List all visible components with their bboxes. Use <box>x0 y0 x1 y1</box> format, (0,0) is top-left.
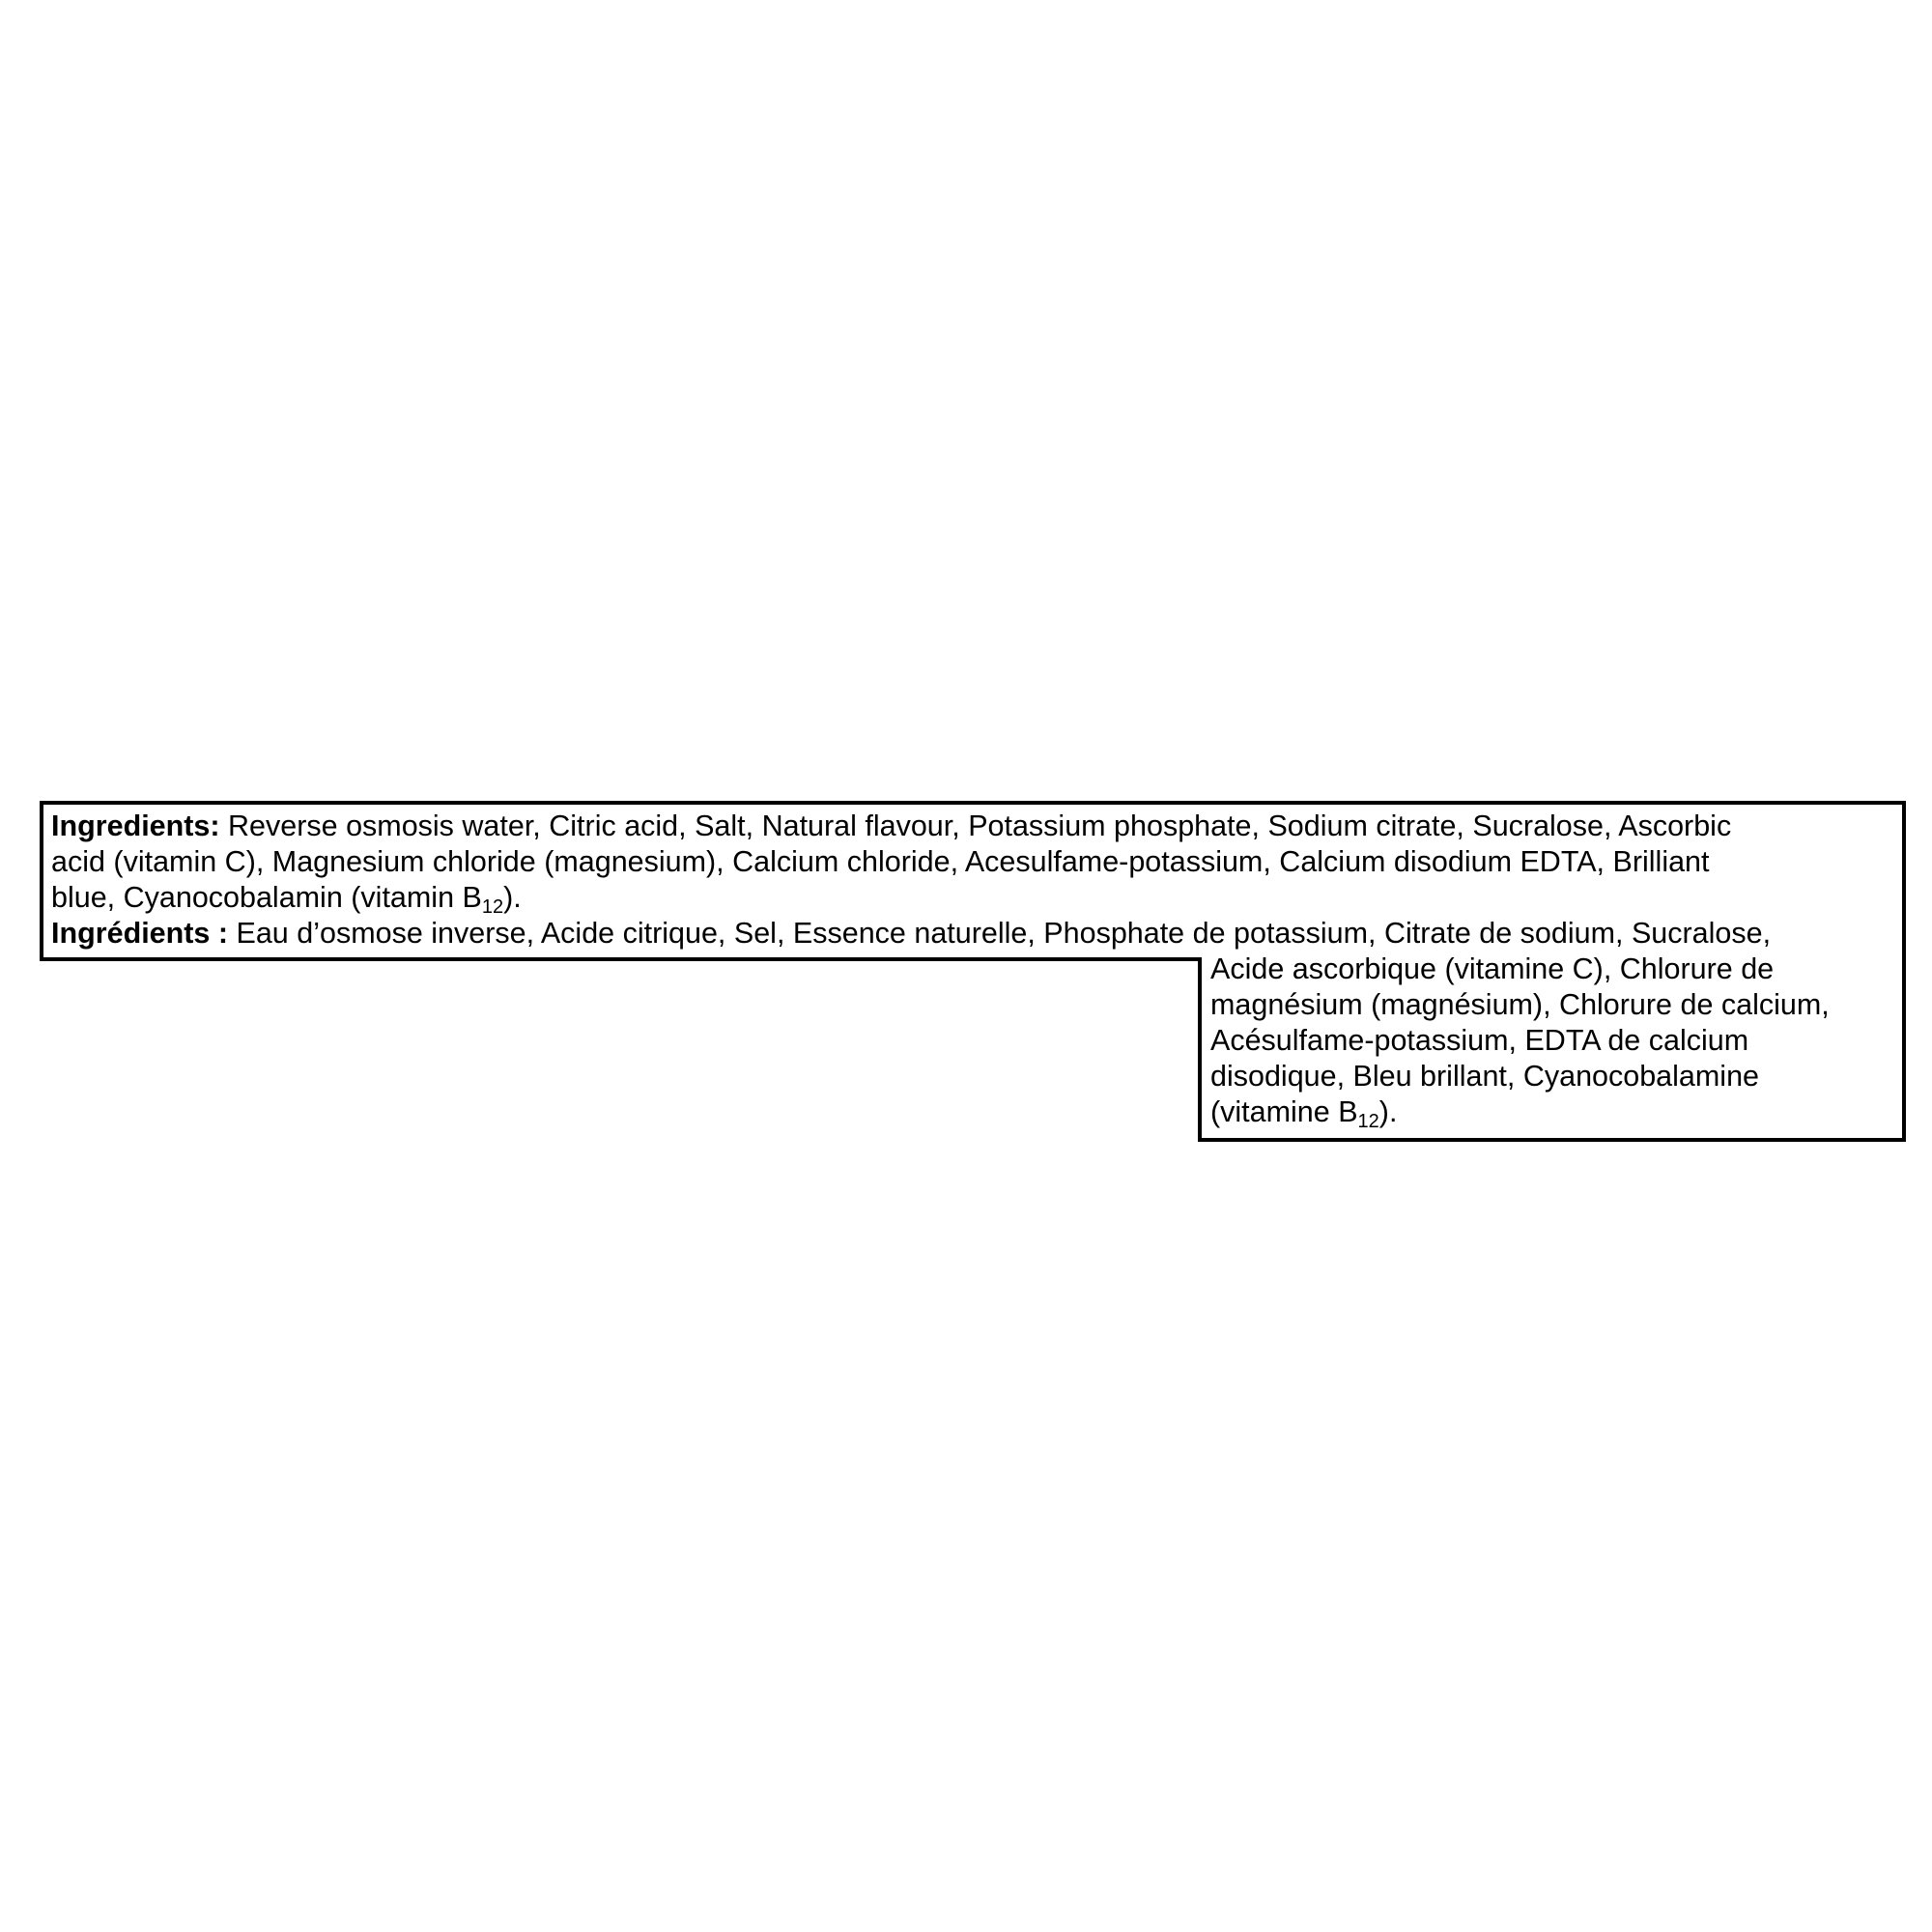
french-ingredients-line-4: Acésulfame-potassium, EDTA de calcium <box>1210 1024 1749 1057</box>
french-ingredients-line-6 <box>1210 1094 1397 1130</box>
english-ingredients-text: Reverse osmosis water, Citric acid, Salt, Natural flavour, Potassium phosphate, Sodium citrate, Sucralose, Ascorbic <box>228 810 1732 842</box>
french-ingredients-line-3: magnésium (magnésium), Chlorure de calcium, <box>1210 988 1830 1021</box>
english-ingredients-line-1 <box>51 809 1731 844</box>
french-ingredients-text-end: (vitamine B <box>1210 1095 1358 1128</box>
vitamine-b12-subscript: 12 <box>1357 1111 1379 1132</box>
french-ingredients-closing: ). <box>1378 1095 1398 1128</box>
vitamin-b12-subscript: 12 <box>481 896 504 918</box>
french-ingredients-line-2: Acide ascorbique (vitamine C), Chlorure de <box>1210 952 1775 985</box>
english-ingredients-heading: Ingredients: <box>51 810 220 842</box>
french-ingredients-text: Eau d’osmose inverse, Acide citrique, Sel, Essence naturelle, Phosphate de potassium, Citrate de sodium, Sucralose, <box>236 917 1772 950</box>
english-ingredients-closing: ). <box>503 881 522 914</box>
english-ingredients-line-3 <box>51 880 522 916</box>
english-ingredients-line-2: acid (vitamin C), Magnesium chloride (magnesium), Calcium chloride, Acesulfame-potassium, Calcium disodium EDTA, Brilliant <box>51 845 1710 878</box>
french-ingredients-line-5: disodique, Bleu brillant, Cyanocobalamine <box>1210 1060 1759 1093</box>
french-ingredients-heading: Ingrédients : <box>51 917 229 950</box>
english-ingredients-text-end: blue, Cyanocobalamin (vitamin B <box>51 881 482 914</box>
french-ingredients-line-1 <box>51 916 1771 952</box>
